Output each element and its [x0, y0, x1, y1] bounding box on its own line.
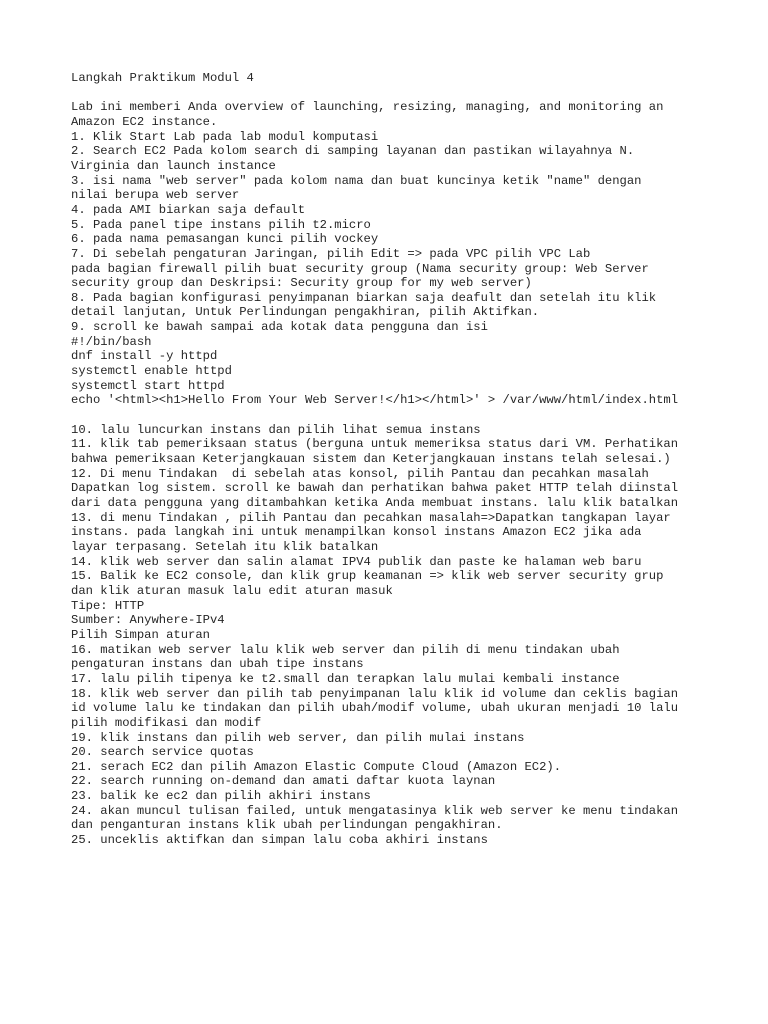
text-line: 11. klik tab pemeriksaan status (berguna untuk memeriksa status dari VM. Perhatikan — [71, 437, 679, 452]
text-line: 18. klik web server dan pilih tab penyimpanan lalu klik id volume dan ceklis bagian — [71, 686, 679, 701]
text-line: bahwa pemeriksaan Keterjangkauan sistem dan Keterjangkauan instans telah selesai.) — [71, 452, 671, 467]
text-line: pada bagian firewall pilih buat security group (Nama security group: Web Server — [71, 261, 649, 276]
text-line: Virginia dan launch instance — [71, 158, 276, 173]
text-line: 20. search service quotas — [71, 745, 254, 760]
text-line: dan penganturan instans klik ubah perlindungan pengakhiran. — [71, 818, 503, 833]
text-line: echo '<html><h1>Hello From Your Web Server!</h1></html>' > /var/www/html/index.html — [71, 393, 679, 408]
text-line: 22. search running on-demand dan amati daftar kuota laynan — [71, 774, 496, 789]
document-body — [71, 100, 748, 847]
text-line: 21. serach EC2 dan pilih Amazon Elastic Compute Cloud (Amazon EC2). — [71, 759, 562, 774]
text-line: 7. Di sebelah pengaturan Jaringan, pilih Edit => pada VPC pilih VPC Lab — [71, 246, 591, 261]
text-line: 8. Pada bagian konfigurasi penyimpanan biarkan saja deafult dan setelah itu klik — [71, 290, 657, 305]
text-line: id volume lalu ke tindakan dan pilih ubah/modif volume, ubah ukuran menjadi 10 lalu — [71, 701, 679, 716]
text-line: detail lanjutan, Untuk Perlindungan pengakhiran, pilih Aktifkan. — [71, 305, 540, 320]
text-line: 16. matikan web server lalu klik web server dan pilih di menu tindakan ubah — [71, 642, 620, 657]
text-line: 14. klik web server dan salin alamat IPV4 publik dan paste ke halaman web baru — [71, 554, 642, 569]
text-line: Dapatkan log sistem. scroll ke bawah dan perhatikan bahwa paket HTTP telah diinstal — [71, 481, 679, 496]
text-line: security group dan Deskripsi: Security group for my web server) — [71, 276, 532, 291]
text-line: systemctl enable httpd — [71, 364, 232, 379]
text-line: 24. akan muncul tulisan failed, untuk mengatasinya klik web server ke menu tindakan — [71, 803, 679, 818]
text-line: instans. pada langkah ini untuk menampilkan konsol instans Amazon EC2 jika ada — [71, 525, 642, 540]
text-line: 13. di menu Tindakan , pilih Pantau dan pecahkan masalah=>Dapatkan tangkapan layar — [71, 510, 671, 525]
text-line: 23. balik ke ec2 dan pilih akhiri instans — [71, 789, 371, 804]
text-line: Amazon EC2 instance. — [71, 114, 218, 129]
text-line: 1. Klik Start Lab pada lab modul komputasi — [71, 129, 379, 144]
text-line: layar terpasang. Setelah itu klik batalkan — [71, 539, 379, 554]
text-line: 10. lalu luncurkan instans dan pilih lihat semua instans — [71, 422, 481, 437]
text-line: pengaturan instans dan ubah tipe instans — [71, 657, 364, 672]
text-line: 12. Di menu Tindakan di sebelah atas konsol, pilih Pantau dan pecahkan masalah — [71, 466, 649, 481]
text-line: 19. klik instans dan pilih web server, dan pilih mulai instans — [71, 730, 525, 745]
text-line: nilai berupa web server — [71, 188, 240, 203]
text-line: 5. Pada panel tipe instans pilih t2.micro — [71, 217, 371, 232]
text-line: 2. Search EC2 Pada kolom search di samping layanan dan pastikan wilayahnya N. — [71, 144, 635, 159]
text-line: 4. pada AMI biarkan saja default — [71, 202, 306, 217]
text-line: Lab ini memberi Anda overview of launching, resizing, managing, and monitoring an — [71, 100, 664, 115]
text-line: #!/bin/bash — [71, 334, 152, 349]
text-line: pilih modifikasi dan modif — [71, 715, 262, 730]
text-line: Pilih Simpan aturan — [71, 627, 210, 642]
text-line: dnf install -y httpd — [71, 349, 218, 364]
document-title: Langkah Praktikum Modul 4 — [71, 71, 254, 85]
text-line: 3. isi nama "web server" pada kolom nama dan buat kuncinya ketik "name" dengan — [71, 173, 642, 188]
text-line: dari data pengguna yang ditambahkan ketika Anda membuat instans. lalu klik batalkan — [71, 496, 679, 510]
text-line: 9. scroll ke bawah sampai ada kotak data pengguna dan isi — [71, 320, 488, 335]
text-line: Sumber: Anywhere-IPv4 — [71, 613, 225, 628]
text-line: 6. pada nama pemasangan kunci pilih vockey — [71, 232, 379, 247]
text-line: 17. lalu pilih tipenya ke t2.small dan terapkan lalu mulai kembali instance — [71, 671, 620, 686]
text-line: dan klik aturan masuk lalu edit aturan masuk — [71, 583, 393, 598]
text-line: 15. Balik ke EC2 console, dan klik grup keamanan => klik web server security grup — [71, 569, 664, 584]
text-line: Tipe: HTTP — [71, 598, 145, 613]
text-line: systemctl start httpd — [71, 378, 225, 393]
text-line: 25. unceklis aktifkan dan simpan lalu coba akhiri instans — [71, 833, 488, 848]
text-line — [71, 408, 748, 423]
